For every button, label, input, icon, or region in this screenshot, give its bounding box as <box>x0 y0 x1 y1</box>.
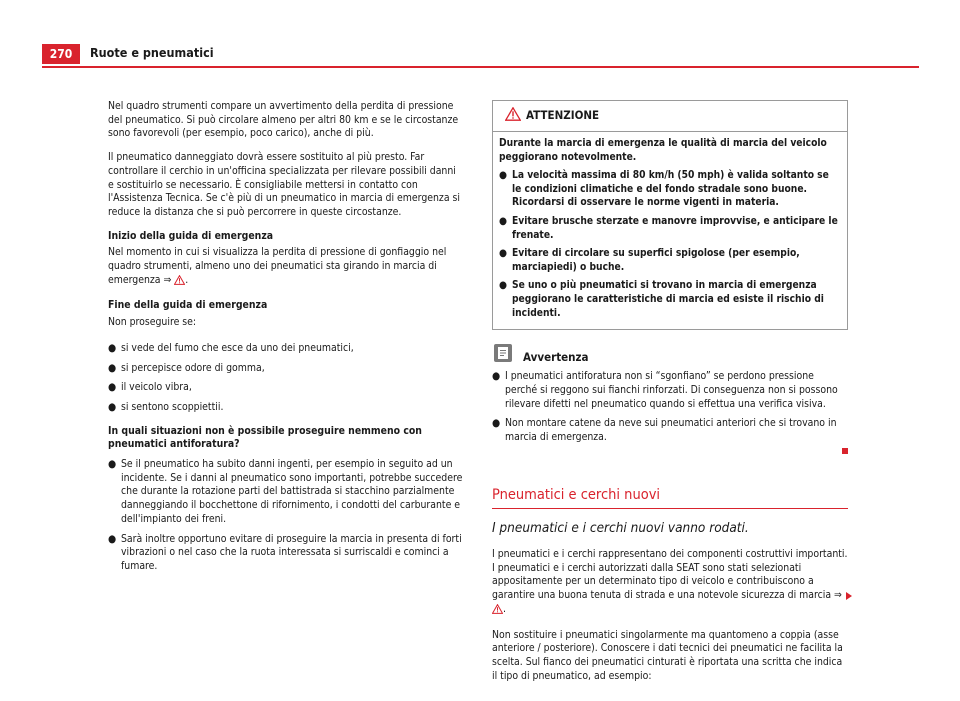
note-icon <box>494 344 512 362</box>
bullet: ● <box>108 361 117 374</box>
paragraph-text: Nel momento in cui si visualizza la perdita di pressione di gonfiaggio nel quadro strumenti, almeno uno dei pneumatici sta girando in marcia di emergenza ⇒ <box>108 246 447 286</box>
subheading-start: Inizio della guida di emergenza <box>108 229 274 242</box>
bullet: ● <box>499 248 507 260</box>
paragraph: Non sostituire i pneumatici singolarmente ma quantomeno a coppia (asse anteriore / posteriore). Conoscere i dati tecnici dei pneumatici ne facilita la scelta. Sul fianco dei pneumatici cinturati è riportata una scritta che indica il tipo di pneumatico, ad esempio: <box>492 628 843 682</box>
warning-box <box>492 100 848 330</box>
paragraph: Non proseguire se: <box>108 316 197 329</box>
paragraph: Il pneumatico danneggiato dovrà essere sostituito al più presto. Far controllare il cerchio in un'officina specializzata per rilevare possibili danni e sostituirlo se necessario. È consigliabile mettersi in contatto con l'Assistenza Tecnica. Se c'è più di un pneumatico in marcia di emergenza si reduce la distanza che si può percorrere in queste circostanze. <box>108 151 461 218</box>
list-item: ● Se il pneumatico ha subito danni ingenti, per esempio in seguito ad un incidente. Se i danni al pneumatico sono importanti, potrebbe succedere che durante la rotazione parti del battistrada si stacchino parzialmente danneggiando il bocchettone di rifornimento, i condotti del carburante e dell'impianto dei freni. <box>108 458 463 525</box>
list-item: ● si sentono scoppiettii. <box>108 400 224 413</box>
end-marker <box>492 445 848 455</box>
section-title: Pneumatici e cerchi nuovi <box>492 486 661 503</box>
bullet: ● <box>108 341 117 354</box>
subheading-end: Fine della guida di emergenza <box>108 299 268 312</box>
left-column <box>108 100 464 580</box>
continue-arrow-icon <box>846 592 852 600</box>
paragraph: Nel momento in cui si visualizza la perdita di pressione di gonfiaggio nel quadro strumenti, almeno uno dei pneumatici sta girando in marcia di emergenza ⇒ . <box>108 246 464 289</box>
bullet: ● <box>108 381 117 394</box>
bullet: ● <box>492 370 501 383</box>
list-item: ● Non montare catene da neve sui pneumatici anteriori che si trovano in marcia di emergenza. <box>492 417 837 443</box>
bullet: ● <box>499 215 507 227</box>
bullet: ● <box>499 170 507 182</box>
list-item: ● Evitare brusche sterzate e manovre improvvise, e anticipare le frenate. <box>499 215 838 241</box>
bullet: ● <box>492 417 501 430</box>
warning-triangle-icon <box>505 107 521 126</box>
paragraph: Nel quadro strumenti compare un avvertimento della perdita di pressione del pneumatico. Si può circolare almeno per altri 80 km e se le circostanze sono favorevoli (per esempio, poco carico), anche di più. <box>108 100 459 140</box>
list-item: ● si vede del fumo che esce da uno dei pneumatici, <box>108 341 354 354</box>
section-rule <box>492 508 848 509</box>
list-item: ● I pneumatici antiforatura non si “sgonfiano” se perdono pressione perché si reggono sui fianchi rinforzati. Di conseguenza non si possono rilevare difetti nel pneumatico quando si effettua una verifica visiva. <box>492 370 838 410</box>
end-square-icon <box>842 448 848 454</box>
list-item: ● Evitare di circolare su superfici spigolose (per esempio, marciapiedi) o buche. <box>499 248 800 273</box>
bullet: ● <box>108 400 117 413</box>
note-title: Avvertenza <box>523 350 589 365</box>
list-item: ● Se uno o più pneumatici si trovano in marcia di emergenza peggiorano le caratteristiche di marcia ed esiste il rischio di incidenti. <box>499 280 824 319</box>
warning-title: ATTENZIONE <box>526 108 600 122</box>
warning-intro: Durante la marcia di emergenza le qualità di marcia del veicolo peggiorano notevolmente. <box>499 138 827 163</box>
bullet: ● <box>499 280 507 292</box>
section-subtitle: I pneumatici e i cerchi nuovi vanno rodati. <box>492 520 749 537</box>
list-item: ● La velocità massima di 80 km/h (50 mph) è valida soltanto se le condizioni climatiche e del fondo stradale sono buone. Ricordarsi di osservare le norme vigenti in materia. <box>499 170 829 209</box>
bullet: ● <box>108 532 117 545</box>
right-column <box>492 100 848 693</box>
warning-body <box>493 132 847 329</box>
warning-triangle-icon[interactable] <box>174 275 185 290</box>
subheading-question: In quali situazioni non è possibile proseguire nemmeno con pneumatici antiforatura? <box>108 424 422 451</box>
list-item: ● il veicolo vibra, <box>108 381 192 394</box>
section <box>492 486 848 684</box>
chapter-title: Ruote e pneumatici <box>90 45 214 60</box>
list-item: ● si percepisce odore di gomma, <box>108 361 265 374</box>
paragraph: I pneumatici e i cerchi rappresentano dei componenti costruttivi importanti. I pneumatici e i cerchi autorizzati dalla SEAT sono stati selezionati appositamente per un determinato tipo di veicolo e contribuiscono a garantire una buona tenuta di strada e una notevole sicurezza di marcia ⇒ . <box>492 548 848 619</box>
header-rule <box>42 66 919 68</box>
warning-triangle-icon[interactable] <box>492 604 503 619</box>
paragraph-text: I pneumatici e i cerchi rappresentano dei componenti costruttivi importanti. I pneumatici e i cerchi autorizzati dalla SEAT sono stati selezionati appositamente per un determinato tipo di veicolo e contribuiscono a garantire una buona tenuta di strada e una notevole sicurezza di marcia ⇒ <box>492 548 848 602</box>
bullet: ● <box>108 458 117 471</box>
warning-header <box>493 101 847 132</box>
note-header <box>492 344 848 370</box>
page-number: 270 <box>42 44 80 64</box>
list-item: ● Sarà inoltre opportuno evitare di proseguire la marcia in presenta di forti vibrazioni o nel caso che la ruota interessata si surriscaldi e cominci a fumare. <box>108 532 462 572</box>
page-header <box>42 44 919 66</box>
